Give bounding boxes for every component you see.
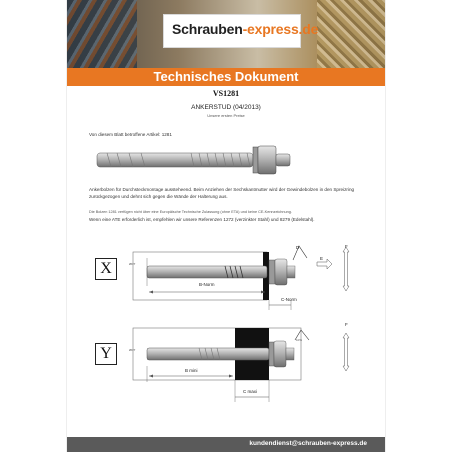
diagram-y-letter: Y [95,343,117,365]
diagram-x-c-label: C-Norm [281,297,297,302]
logo-main-text: Schrauben [172,21,243,37]
tools-photo [67,0,137,68]
diagram-y-drawing [129,322,379,407]
diagram-x-f-label: F [345,244,348,249]
logo-accent-text: -express.de [242,21,319,37]
diagram-x-drawing [129,242,379,312]
document-page [67,0,385,452]
document-subtitle: Unsere ersten Preise [207,113,245,118]
diagram-x-letter: X [95,258,117,280]
diagram-x-e-label: E [320,256,324,261]
banner-title: Technisches Dokument [67,68,385,86]
diagram-y-tiny-left: ØDT [129,348,136,352]
anchor-bolt-illustration [95,143,295,179]
header-photo-banner [67,0,385,68]
diagram-y-tiny-right: 10% [296,338,303,342]
screws-photo [317,0,385,68]
ate-recommendation-text: Wenn eine ATE erforderlich ist, empfehlen wir unsere Referenzen 1272 (verzinkter Stahl) und 8279 (Edelstahl). [89,217,315,222]
diagram-x-b-label: B-Norm [199,282,215,287]
footer-bar [67,437,385,452]
description-text: Ankerbolzen für Durchsteckmontage aussteheend. Beim Anziehen der Sechskantmutter wird der Gewindebolzen in den Spreizring zurückgezogen und dehnt sich gegen die Wände der Halterung aus. [89,187,355,199]
diagram-y-c-label: C maxi [243,389,258,394]
diagram-x-d-label: D [296,245,300,250]
intro-text: Von diesem Blatt betroffene Artikel: 1281 [89,132,172,137]
diagram-x-tiny-left: ØDT [129,262,136,266]
diagram-y-b-label: B mini [185,368,198,373]
logo[interactable] [163,14,319,48]
footer-email-link[interactable]: kundendienst@schrauben-express.de [249,440,367,447]
diagram-y-f-label: F [345,322,348,327]
document-id: VS1281 [212,89,240,98]
ce-note-text: Die Bolzen 1281 verfügen nicht über eine Europäische Technische Zulassung (ohne ETA) und keine CE-Kennzeichnung. [89,210,292,214]
document-title: ANKERSTUD (04/2013) [191,104,261,111]
